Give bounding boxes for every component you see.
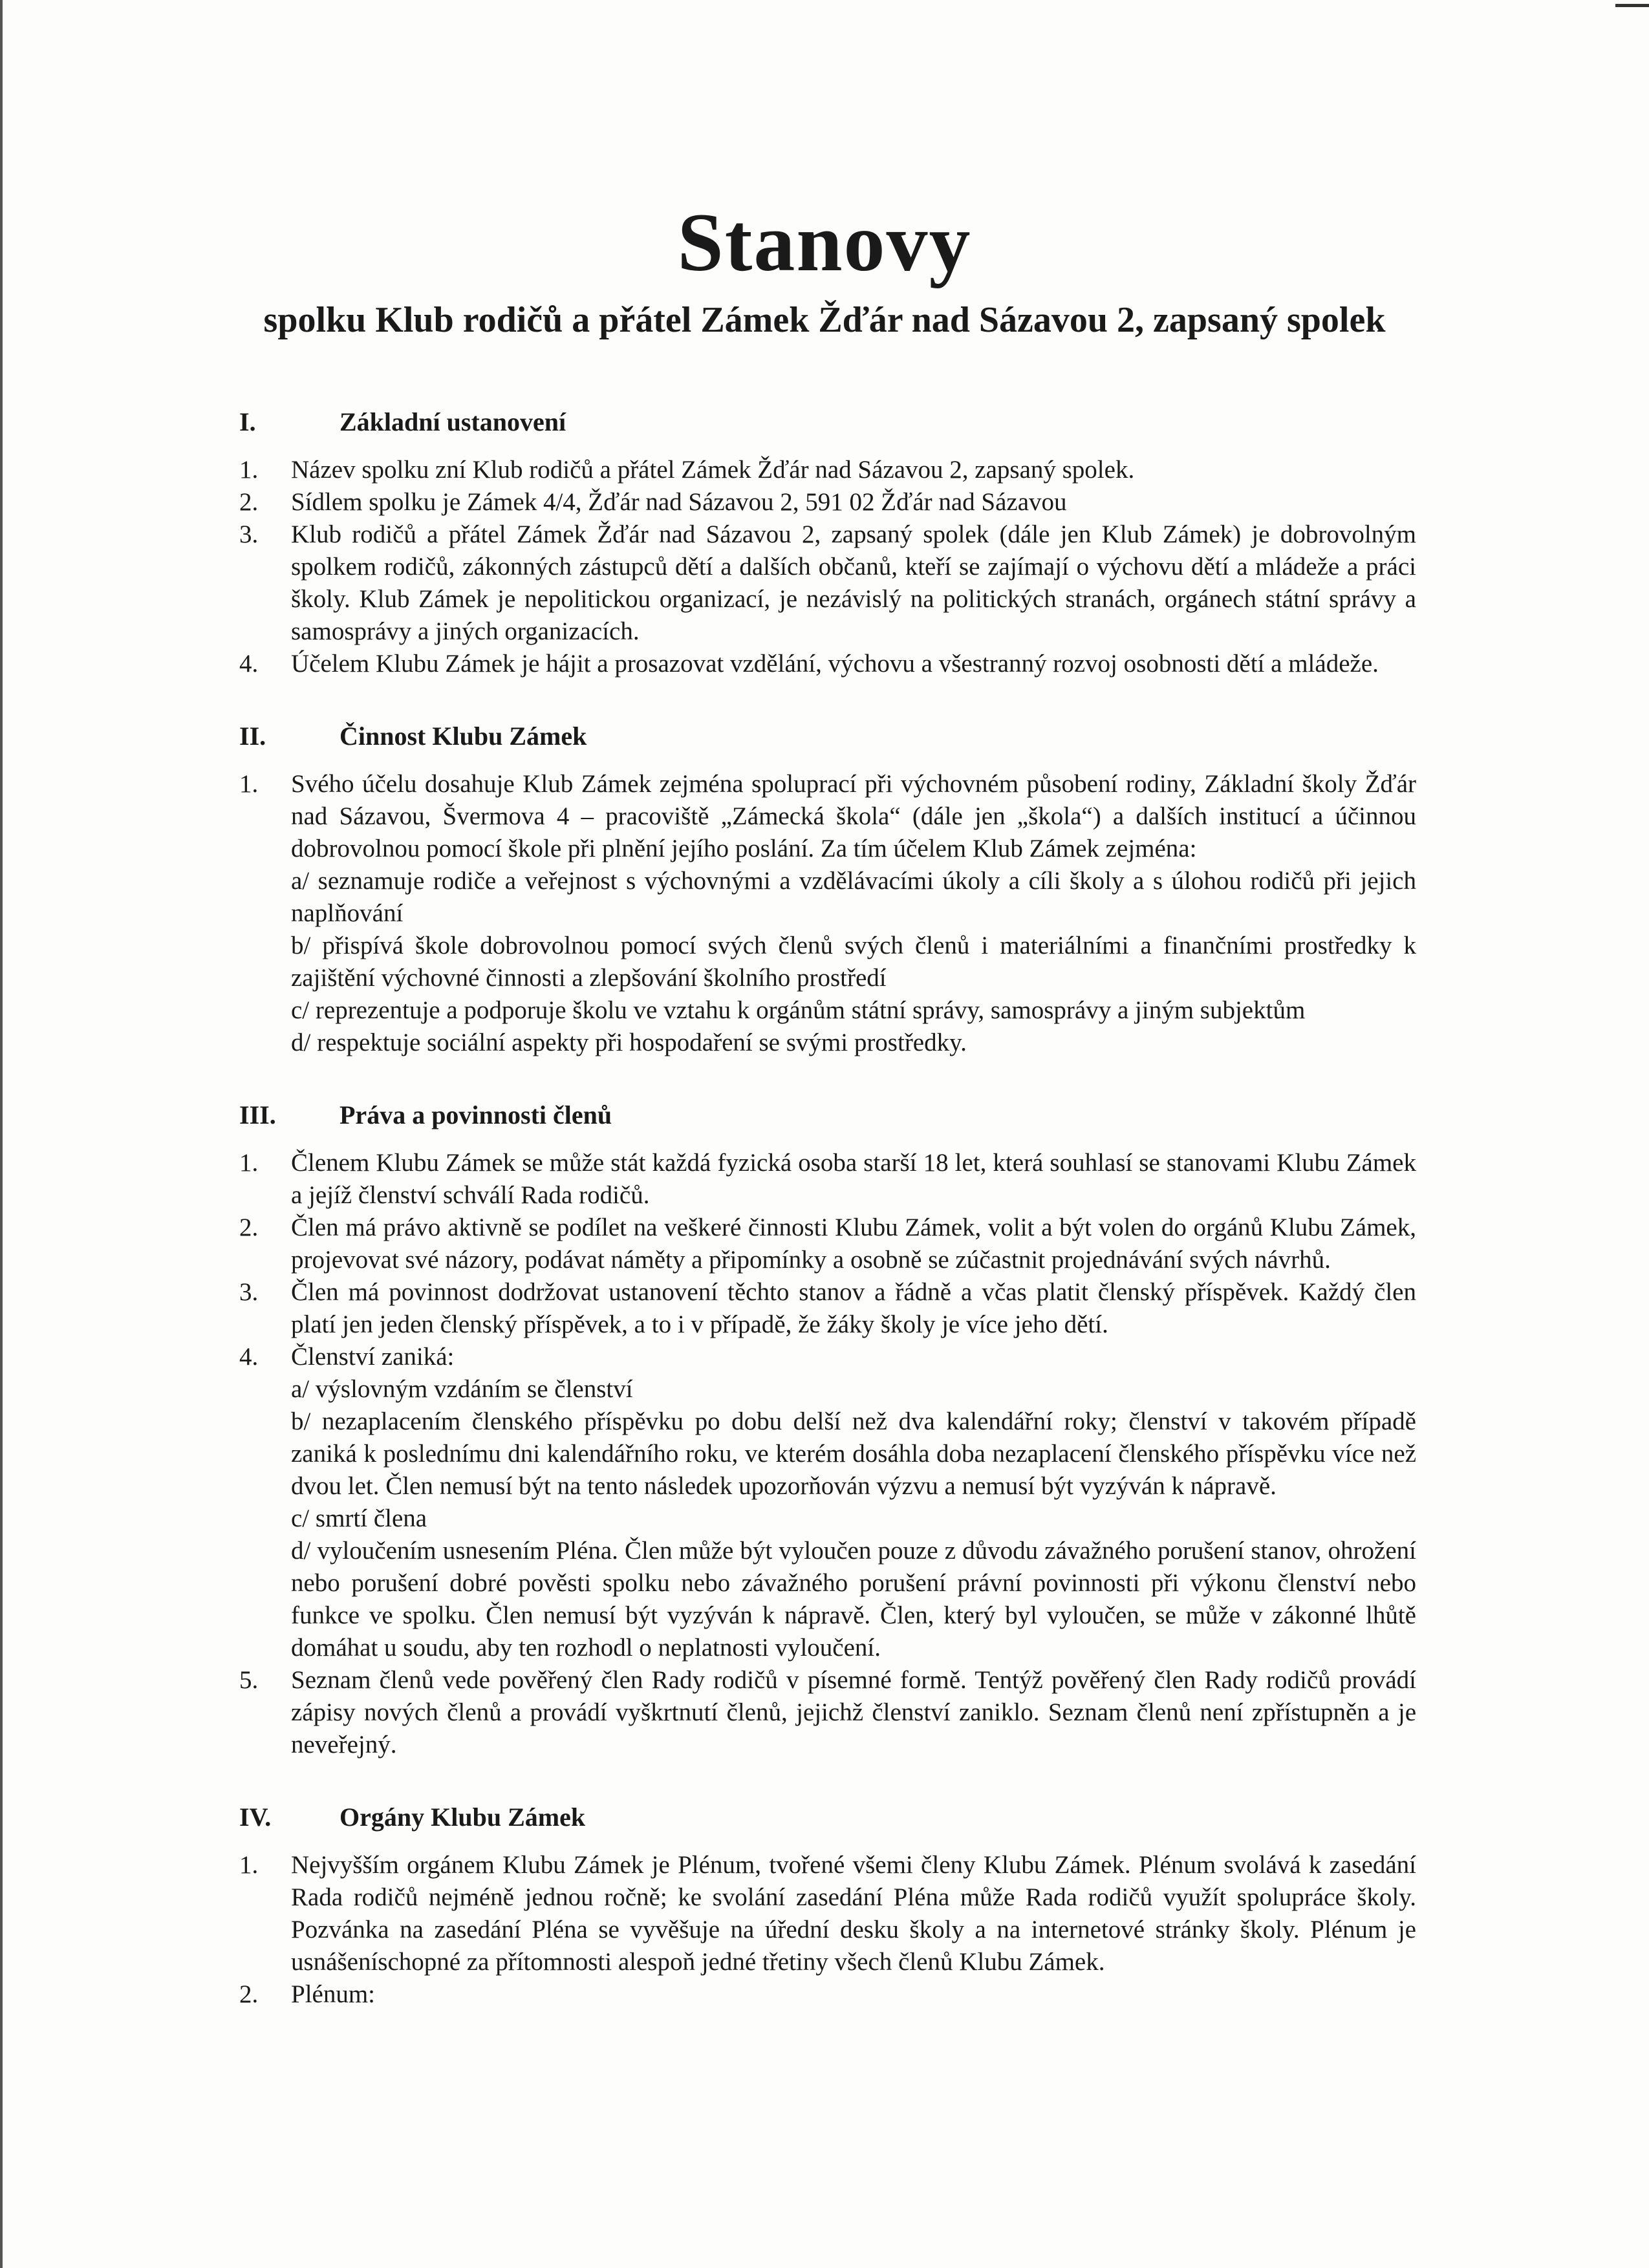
document-body (239, 406, 1416, 2011)
item-number: 4. (239, 1343, 259, 1371)
sub-item: c/ smrtí člena (291, 1504, 427, 1532)
item-body (291, 768, 1416, 1059)
list-item (239, 768, 1416, 1059)
item-body (291, 1147, 1416, 1212)
item-text: Název spolku zní Klub rodičů a přátel Zámek Žďár nad Sázavou 2, zapsaný spolek. (291, 456, 1135, 484)
section-title: Orgány Klubu Zámek (339, 1803, 586, 1832)
item-body (291, 486, 1416, 519)
item-text: Seznam členů vede pověřený člen Rady rodičů v písemné formě. Tentýž pověřený člen Rady rodičů provádí zápisy nových členů a provádí vyškrtnutí členů, jejichž členství zaniklo. Seznam členů není zpřístupněn a je neveřejný. (291, 1666, 1416, 1759)
section-heading (239, 406, 1416, 438)
list-item (239, 648, 1416, 680)
section-heading (239, 720, 1416, 753)
item-number: 1. (239, 456, 259, 484)
item-body (291, 648, 1416, 680)
section-title: Práva a povinnosti členů (339, 1100, 612, 1129)
section-number: IV. (239, 1803, 272, 1832)
item-number: 1. (239, 1149, 259, 1177)
sub-item: a/ seznamuje rodiče a veřejnost s výchovnými a vzdělávacími úkoly a cíli školy a s úlohou rodičů při jejich naplňování (291, 867, 1416, 927)
sub-item: d/ respektuje sociální aspekty při hospodaření se svými prostředky. (291, 1029, 967, 1056)
section-number: II. (239, 722, 266, 751)
item-number: 1. (239, 1851, 259, 1879)
list-item (239, 454, 1416, 486)
item-number: 5. (239, 1666, 259, 1694)
list-item (239, 1147, 1416, 1212)
item-body (291, 1978, 1416, 2011)
item-text: Účelem Klubu Zámek je hájit a prosazovat vzdělání, výchovu a všestranný rozvoj osobnosti dětí a mládeže. (291, 650, 1379, 678)
section-3 (239, 1099, 1416, 1761)
item-text: Člen má právo aktivně se podílet na veškeré činnosti Klubu Zámek, volit a být volen do orgánů Klubu Zámek, projevovat své názory, podávat náměty a připomínky a osobně se zúčastnit projednávání svých návrhů. (291, 1214, 1416, 1274)
section-1 (239, 406, 1416, 680)
item-text: Svého účelu dosahuje Klub Zámek zejména spoluprací při výchovném působení rodiny, Základní školy Žďár nad Sázavou, Švermova 4 – pracoviště „Zámecká škola“ (dále jen „škola“) a dalších institucí a účinnou dobrovolnou pomocí škole při plnění jejího poslání. Za tím účelem Klub Zámek zejména: (291, 770, 1416, 862)
section-2 (239, 720, 1416, 1059)
section-title: Základní ustanovení (339, 407, 566, 436)
item-number: 2. (239, 488, 259, 516)
document-subtitle: spolku Klub rodičů a přátel Zámek Žďár nad Sázavou 2, zapsaný spolek (263, 300, 1386, 340)
item-text: Členství zaniká: (291, 1343, 455, 1371)
item-body (291, 519, 1416, 648)
item-body (291, 1849, 1416, 1978)
list-item (239, 1664, 1416, 1761)
item-text: Sídlem spolku je Zámek 4/4, Žďár nad Sázavou 2, 591 02 Žďár nad Sázavou (291, 488, 1067, 516)
item-body (291, 1341, 1416, 1664)
item-number: 3. (239, 520, 259, 548)
sub-item: c/ reprezentuje a podporuje školu ve vztahu k orgánům státní správy, samosprávy a jiným subjektům (291, 996, 1306, 1024)
item-body (291, 1276, 1416, 1341)
item-text: Členem Klubu Zámek se může stát každá fyzická osoba starší 18 let, která souhlasí se stanovami Klubu Zámek a jejíž členství schválí Rada rodičů. (291, 1149, 1416, 1209)
item-body (291, 454, 1416, 486)
scan-mark (1615, 4, 1649, 7)
sub-item: a/ výslovným vzdáním se členství (291, 1375, 633, 1403)
section-heading (239, 1801, 1416, 1834)
section-number: I. (239, 407, 256, 436)
item-body (291, 1664, 1416, 1761)
item-number: 4. (239, 650, 259, 678)
item-number: 3. (239, 1278, 259, 1306)
section-number: III. (239, 1100, 276, 1129)
item-number: 2. (239, 1214, 259, 1241)
list-item (239, 1849, 1416, 1978)
list-item (239, 519, 1416, 648)
item-number: 2. (239, 1980, 259, 2008)
section-title: Činnost Klubu Zámek (339, 722, 587, 751)
section-4 (239, 1801, 1416, 2011)
sub-item: b/ nezaplacením členského příspěvku po dobu delší než dva kalendářní roky; členství v takovém případě zaniká k poslednímu dni kalendářního roku, ve kterém dosáhla doba nezaplacení členského příspěvku více než dvou let. Člen nemusí být na tento následek upozorňován výzvu a nemusí být vyzýván k nápravě. (291, 1407, 1416, 1500)
list-item (239, 486, 1416, 519)
sub-item: d/ vyloučením usnesením Pléna. Člen může být vyloučen pouze z důvodu závažného porušení stanov, ohrožení nebo porušení dobré pověsti spolku nebo závažného porušení právní povinnosti při výkonu členství nebo funkce ve spolku. Člen nemusí být vyzýván k nápravě. Člen, který byl vyloučen, se může v zákonné lhůtě domáhat u soudu, aby ten rozhodl o neplatnosti vyloučení. (291, 1537, 1416, 1662)
list-item (239, 1978, 1416, 2011)
section-heading (239, 1099, 1416, 1131)
item-text: Klub rodičů a přátel Zámek Žďár nad Sázavou 2, zapsaný spolek (dále jen Klub Zámek) je dobrovolným spolkem rodičů, zákonných zástupců dětí a dalších občanů, kteří se zajímají o výchovu dětí a mládeže a práci školy. Klub Zámek je nepolitickou organizací, je nezávislý na politických stranách, orgánech státní správy a samosprávy a jiných organizacích. (291, 520, 1416, 645)
document-title: Stanovy (677, 197, 972, 288)
list-item (239, 1276, 1416, 1341)
sub-item: b/ přispívá škole dobrovolnou pomocí svých členů svých členů i materiálními a finančními prostředky k zajištění výchovné činnosti a zlepšování školního prostředí (291, 932, 1416, 992)
item-text: Plénum: (291, 1980, 376, 2008)
item-body (291, 1212, 1416, 1276)
item-number: 1. (239, 770, 259, 798)
item-text: Nejvyšším orgánem Klubu Zámek je Plénum, tvořené všemi členy Klubu Zámek. Plénum svolává k zasedání Rada rodičů nejméně jednou ročně; ke svolání zasedání Pléna může Rada rodičů využít spolupráce školy. Pozvánka na zasedání Pléna se vyvěšuje na úřední desku školy a na internetové stránky školy. Plénum je usnášeníschopné za přítomnosti alespoň jedné třetiny všech členů Klubu Zámek. (291, 1851, 1416, 1976)
list-item (239, 1212, 1416, 1276)
item-text: Člen má povinnost dodržovat ustanovení těchto stanov a řádně a včas platit členský příspěvek. Každý člen platí jen jeden členský příspěvek, a to i v případě, že žáky školy je více jeho dětí. (291, 1278, 1416, 1338)
list-item (239, 1341, 1416, 1664)
